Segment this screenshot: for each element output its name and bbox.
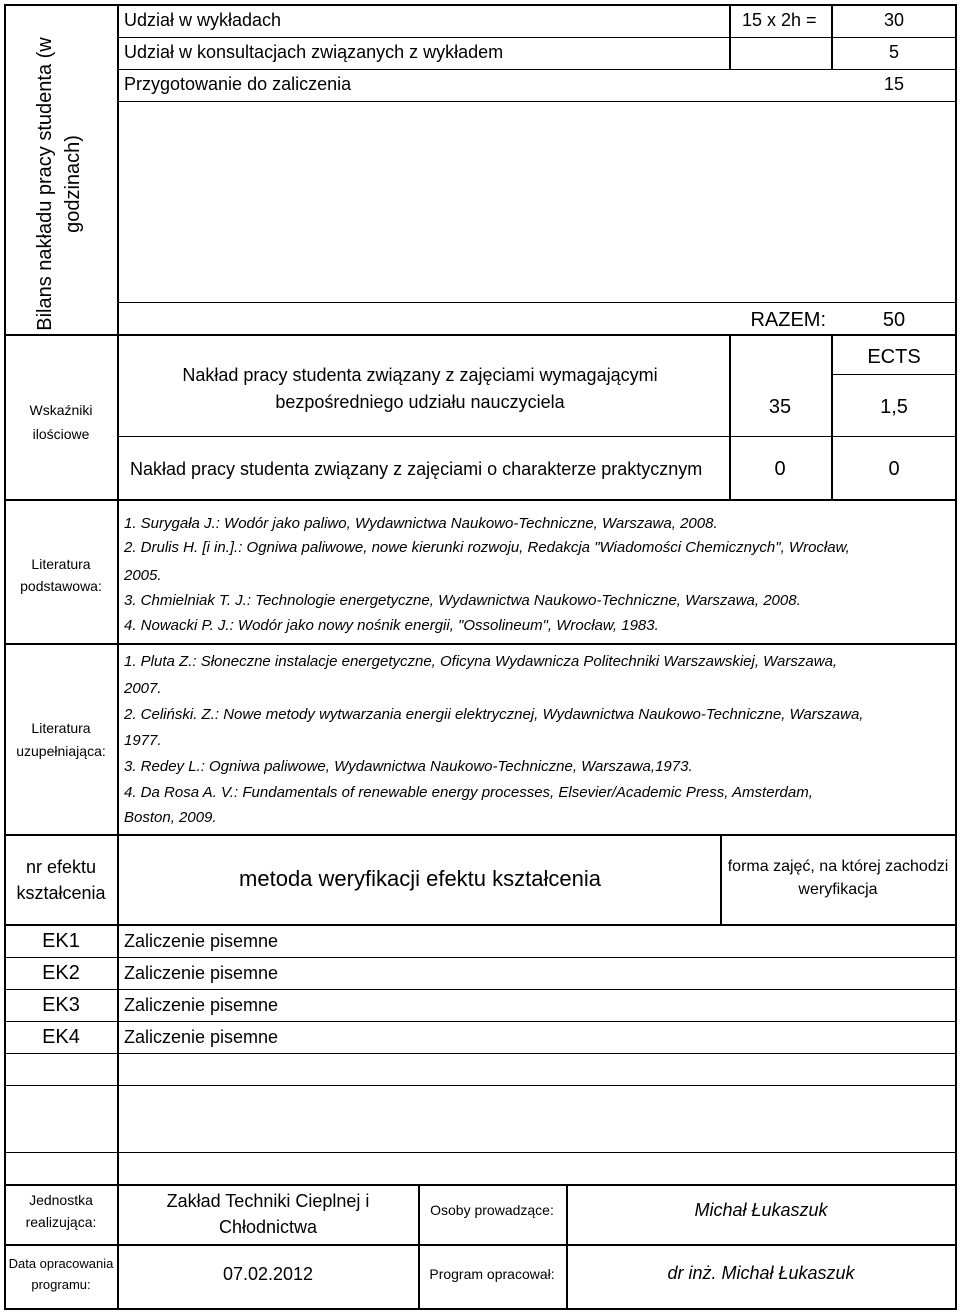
verif-row-3-method: Zaliczenie pisemne [124, 995, 279, 1015]
footer-unit-value-2: Chłodnictwa [218, 1217, 318, 1237]
frame-bottom [4, 1308, 957, 1310]
footer-unit-label-1: Jednostka [29, 1192, 93, 1208]
frame-top [4, 4, 957, 6]
indicators-direct-label-2: bezpośredniego udziału nauczyciela [275, 392, 565, 412]
footer-date-label-2: programu: [31, 1277, 91, 1292]
footer-date-label-1: Data opracowania [8, 1256, 114, 1271]
verif-row-4-code: EK4 [42, 1026, 80, 1048]
verif-row-rule-6 [4, 1152, 957, 1153]
footer-date-value: 07.02.2012 [222, 1264, 314, 1284]
indicators-practical-ects: 0 [888, 458, 900, 480]
footer-teachers-label: Osoby prowadzące: [430, 1202, 554, 1218]
rule-verif-header-bottom [4, 924, 957, 926]
verif-row-rule-3 [4, 1021, 957, 1022]
footer-unit-label-2: realizująca: [25, 1214, 97, 1230]
verif-row-rule-5 [4, 1085, 957, 1086]
footer-teachers-value: Michał Łukaszuk [694, 1200, 828, 1220]
lit-basic-line-5: 4. Nowacki P. J.: Wodór jako nowy nośnik energii, "Ossolineum", Wrocław, 1983. [124, 617, 659, 634]
workload-row1-rule [118, 37, 956, 38]
label-col-divider [117, 4, 119, 1310]
workload-row-2-label: Udział w konsultacjach związanych z wykładem [124, 42, 504, 62]
workload-row-3-value: 15 [883, 74, 905, 94]
lit-basic-label-1: Literatura [31, 556, 91, 572]
rule-workload-bottom [4, 334, 957, 336]
indicators-direct-label-1: Nakład pracy studenta związany z zajęciami wymagającymi [182, 365, 658, 385]
verif-col2-header: metoda weryfikacji efektu kształcenia [239, 866, 601, 891]
indicators-ects-divider [831, 334, 833, 500]
lit-extra-line-3: 2. Celiński. Z.: Nowe metody wytwarzania energii elektrycznej, Wydawnictwa Naukowo-Techniczne, Warszawa, [124, 706, 864, 723]
workload-total-value: 50 [882, 309, 906, 331]
workload-row-1-value: 30 [883, 10, 905, 30]
lit-extra-label-1: Literatura [31, 720, 91, 736]
lit-extra-line-1: 1. Pluta Z.: Słoneczne instalacje energetyczne, Oficyna Wydawnicza Politechniki Warszawskiej, Warszawa, [124, 653, 838, 670]
verif-row-rule-1 [4, 957, 957, 958]
workload-row-3-label: Przygotowanie do zaliczenia [124, 74, 352, 94]
rule-verif-bottom [4, 1184, 957, 1186]
rule-litextra-bottom [4, 834, 957, 836]
workload-total-rule [118, 302, 956, 303]
verif-row-2-code: EK2 [42, 962, 80, 984]
lit-basic-line-3: 2005. [124, 567, 162, 584]
lit-extra-line-2: 2007. [124, 680, 162, 697]
footer-author-label: Program opracował: [429, 1266, 555, 1282]
workload-row-1-calc: 15 x 2h = [742, 10, 817, 30]
verif-col1-header-2: kształcenia [16, 883, 106, 903]
lit-basic-line-4: 3. Chmielniak T. J.: Technologie energetyczne, Wydawnictwa Naukowo-Techniczne, Warszawa, 2008. [124, 592, 801, 609]
footer-author-value: dr inż. Michał Łukaszuk [667, 1263, 855, 1283]
lit-extra-label-2: uzupełniająca: [16, 743, 106, 759]
lit-extra-line-4: 1977. [124, 732, 162, 749]
verif-row-4-method: Zaliczenie pisemne [124, 1027, 279, 1047]
verif-row-rule-2 [4, 989, 957, 990]
workload-section-label: Bilans nakładu pracy studenta (w godzinach) [34, 37, 84, 331]
rule-indicators-bottom [4, 499, 957, 501]
workload-row-1-label: Udział w wykładach [124, 10, 282, 30]
verif-row-2-method: Zaliczenie pisemne [124, 963, 279, 983]
lit-basic-line-2: 2. Drulis H. [i in.].: Ogniwa paliwowe, nowe kierunki rozwoju, Redakcja "Wiadomości Chemicznych", Wrocław, [124, 539, 850, 556]
lit-extra-line-7: Boston, 2009. [124, 809, 217, 826]
indicators-practical-label: Nakład pracy studenta związany z zajęciami o charakterze praktycznym [130, 459, 703, 479]
lit-extra-line-5: 3. Redey L.: Ogniwa paliwowe, Wydawnictwa Naukowo-Techniczne, Warszawa,1973. [124, 758, 693, 775]
lit-basic-label-2: podstawowa: [20, 578, 102, 594]
verif-row-rule-4 [4, 1053, 957, 1054]
workload-row2-rule [118, 69, 956, 70]
lit-extra-line-6: 4. Da Rosa A. V.: Fundamentals of renewable energy processes, Elsevier/Academic Press, Amsterdam, [124, 784, 813, 801]
verif-col1-header-1: nr efektu [25, 857, 97, 877]
frame-right [955, 4, 957, 1310]
indicators-practical-hours: 0 [774, 458, 786, 480]
verif-row-1-method: Zaliczenie pisemne [124, 931, 279, 951]
verif-col3-header-1: forma zajęć, na której zachodzi [727, 858, 949, 875]
workload-row3-rule [118, 101, 956, 102]
footer-unit-value-1: Zakład Techniki Cieplnej i [166, 1191, 370, 1211]
verif-col3-header-2: weryfikacja [798, 881, 878, 898]
indicators-section-label: Wskaźniki ilościowe [29, 402, 93, 442]
verif-col3-divider [720, 834, 722, 925]
rule-footer-mid [4, 1244, 957, 1246]
indicators-direct-hours: 35 [768, 396, 792, 418]
indicators-ects-rule [831, 374, 956, 375]
indicators-ects-header: ECTS [867, 346, 921, 368]
verif-row-3-code: EK3 [42, 994, 80, 1016]
verif-row-1-code: EK1 [42, 930, 80, 952]
workload-row-2-value: 5 [888, 42, 899, 62]
indicators-direct-ects: 1,5 [880, 396, 908, 418]
frame-left [4, 4, 6, 1310]
workload-total-label: RAZEM: [750, 309, 826, 331]
rule-litbasic-bottom [4, 643, 957, 645]
lit-basic-line-1: 1. Surygała J.: Wodór jako paliwo, Wydawnictwa Naukowo-Techniczne, Warszawa, 2008. [124, 515, 718, 532]
